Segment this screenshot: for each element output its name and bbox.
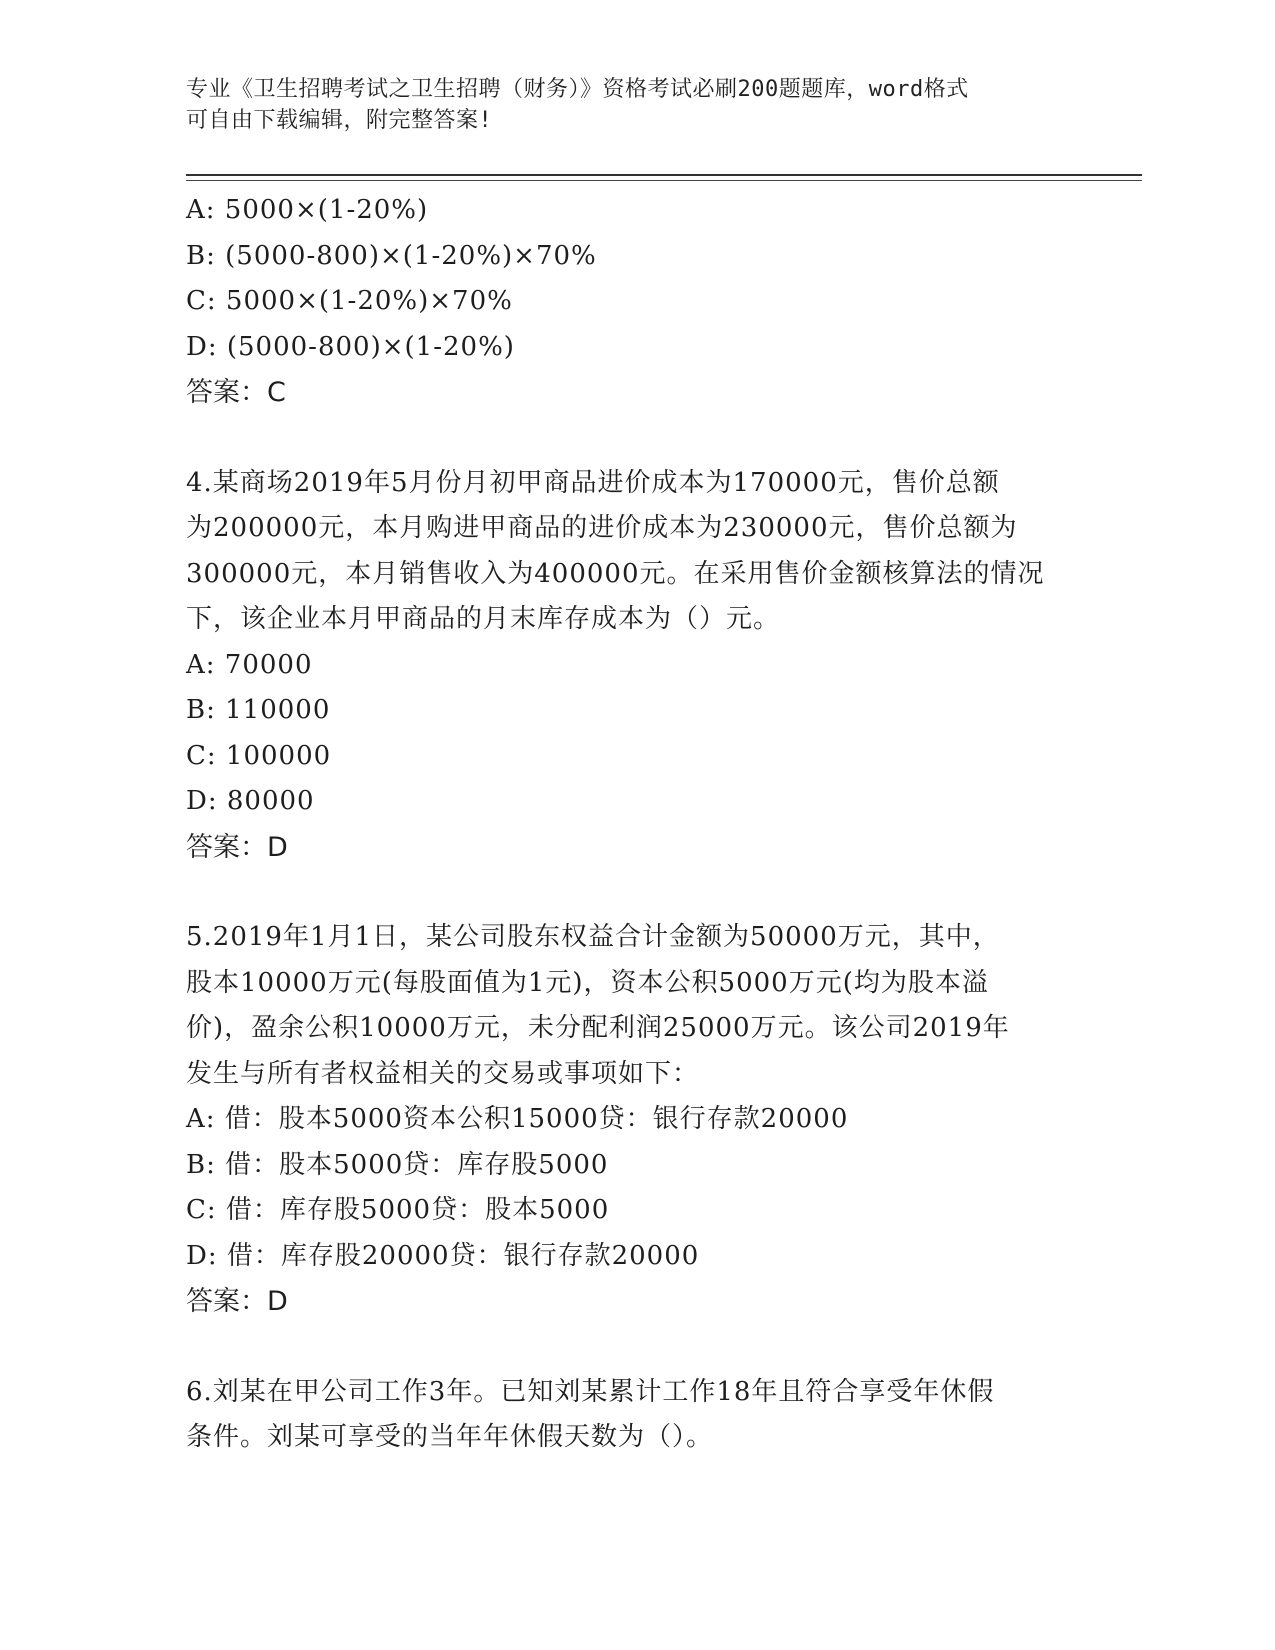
option-c: C: 5000×(1-20%)×70% (186, 286, 513, 316)
spacer (186, 870, 1086, 915)
option-d: D: (5000-800)×(1-20%) (186, 331, 515, 362)
header-divider-thick (186, 174, 1142, 176)
option-c: C: 100000 (186, 740, 332, 771)
question-stem-line: 价)，盈余公积10000万元，未分配利润25000万元。该公司2019年 (186, 1013, 1010, 1043)
option-b: B: 110000 (186, 695, 331, 725)
question-4 (186, 461, 1086, 871)
question-stem-line: 300000元，本月销售收入为400000元。在采用售价金额核算法的情况 (186, 558, 1045, 589)
spacer (186, 1325, 1086, 1370)
option-d: D: 80000 (186, 786, 315, 816)
question-list (186, 188, 1086, 1461)
option-c: C: 借：库存股5000贷：股本5000 (186, 1195, 610, 1225)
question-stem-line: 6.刘某在甲公司工作3年。已知刘某累计工作18年且符合享受年休假 (186, 1376, 995, 1407)
answer-label: 答案：D (186, 831, 288, 863)
header-line-2: 可自由下载编辑，附完整答案! (186, 108, 493, 133)
question-3 (186, 188, 1086, 416)
document-header (186, 74, 1066, 136)
question-stem-line: 条件。刘某可享受的当年年休假天数为（）。 (186, 1422, 714, 1452)
question-stem-line: 4.某商场2019年5月份月初甲商品进价成本为170000元，售价总额 (186, 467, 1000, 498)
option-a: A: 5000×(1-20%) (186, 195, 429, 225)
question-stem-line: 发生与所有者权益相关的交易或事项如下： (186, 1058, 700, 1089)
spacer (186, 416, 1086, 461)
option-a: A: 70000 (186, 649, 313, 680)
option-b: B: 借：股本5000贷：库存股5000 (186, 1149, 609, 1180)
question-5 (186, 915, 1086, 1325)
question-6 (186, 1370, 1086, 1461)
option-b: B: (5000-800)×(1-20%)×70% (186, 240, 597, 271)
option-d: D: 借：库存股20000贷：银行存款20000 (186, 1240, 700, 1271)
question-stem-line: 为200000元，本月购进甲商品的进价成本为230000元，售价总额为 (186, 513, 1018, 543)
header-divider-thin (186, 180, 1142, 181)
answer-label: 答案：C (186, 377, 286, 408)
question-stem-line: 股本10000万元(每股面值为1元)，资本公积5000万元(均为股本溢 (186, 967, 989, 998)
header-line-1: 专业《卫生招聘考试之卫生招聘（财务）》资格考试必刷200题题库，word格式 (186, 77, 969, 102)
option-a: A: 借：股本5000资本公积15000贷：银行存款20000 (186, 1104, 849, 1134)
question-stem-line: 下，该企业本月甲商品的月末库存成本为（）元。 (186, 604, 781, 634)
question-stem-line: 5.2019年1月1日，某公司股东权益合计金额为50000万元，其中， (186, 922, 1000, 952)
answer-label: 答案：D (186, 1286, 288, 1317)
